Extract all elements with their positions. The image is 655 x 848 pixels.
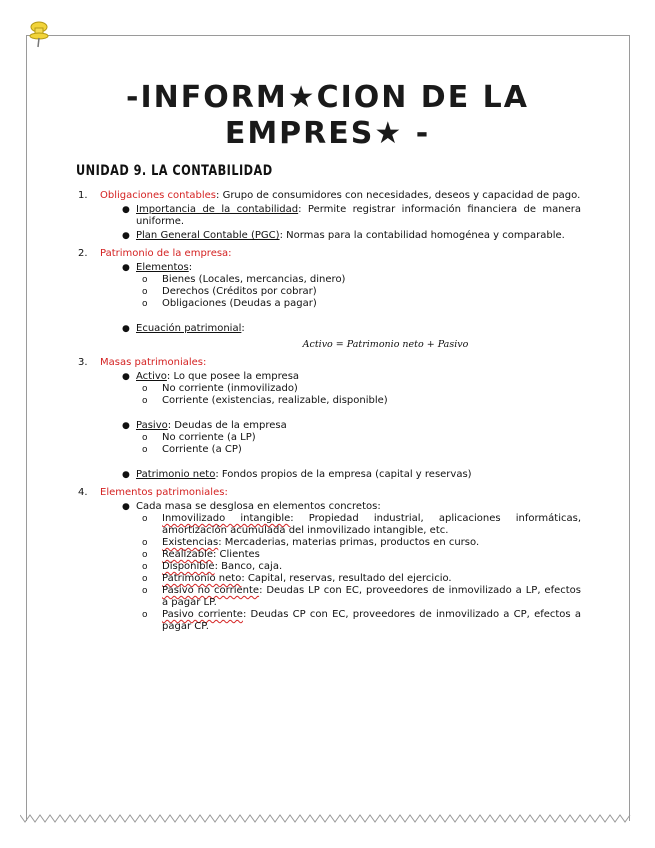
definition: : [188,262,193,273]
sub-list-item [100,537,581,549]
term: Pasivo [136,420,168,431]
intro-text: Cada masa se desglosa en elementos concretos: [136,501,381,512]
section-1-text [100,190,581,202]
list-item [100,230,581,242]
list-item [100,323,581,335]
term: Pasivo no corriente [162,585,260,596]
title-line-2: EMPRES★ - [224,116,431,151]
list-item [100,262,581,274]
definition: : Lo que posee la empresa [166,371,300,382]
term: Plan General Contable (PGC) [136,230,280,241]
definition: : Permite registrar información financiera de manera uniforme. [136,204,581,227]
pushpin-icon [26,20,50,48]
definition: : Mercaderias, materias primas, productos en curso. [218,537,480,548]
content-body [78,190,581,639]
section-1-definition: : Grupo de consumidores con necesidades, deseos y capacidad de pago. [216,190,581,201]
list-item [100,204,581,228]
sub-bullet-icon: o [142,538,148,548]
sub-list-item [100,585,581,609]
section-number: 3. [78,357,88,368]
sub-list-item [100,383,581,395]
term: Existencias [162,537,219,548]
definition: : Normas para la contabilidad homogénea y comparable. [279,230,565,241]
section-number: 1. [78,190,88,201]
item-text: No corriente (inmovilizado) [162,383,298,394]
sub-bullet-icon: o [142,433,148,443]
sub-bullet-icon: o [142,610,148,620]
bullet-icon: ● [122,421,130,431]
sub-list-item [100,609,581,633]
term: Pasivo corriente [162,609,243,620]
definition: : Propiedad industrial, aplicaciones informáticas, amortización acumulada del inmovilizado intangible, etc. [162,513,581,536]
list-item [100,420,581,432]
bullet-icon: ● [122,470,130,480]
item-text: Corriente (a CP) [162,444,242,455]
section-3-title: Masas patrimoniales: [100,357,207,368]
sub-list-item [100,549,581,561]
section-2 [78,248,581,351]
bullet-icon: ● [122,205,130,215]
sub-bullet-icon: o [142,514,148,524]
sub-bullet-icon: o [142,299,148,309]
sub-list-item [100,444,581,456]
definition: : Banco, caja. [214,561,283,572]
term: Activo [136,371,167,382]
definition: : Deudas CP con EC, proveedores de inmovilizado a CP, efectos a pagar CP. [162,609,581,632]
term: Ecuación patrimonial [136,323,242,334]
section-4 [78,487,581,633]
sub-list-item [100,298,581,310]
sub-bullet-icon: o [142,550,148,560]
bullet-icon: ● [122,263,130,273]
sub-list-item [100,395,581,407]
definition: : Capital, reservas, resultado del ejercicio. [241,573,452,584]
bullet-icon: ● [122,324,130,334]
section-number: 4. [78,487,88,498]
sub-bullet-icon: o [142,384,148,394]
definition: : Clientes [213,549,260,560]
item-text: Corriente (existencias, realizable, disponible) [162,395,388,406]
sub-bullet-icon: o [142,586,148,596]
section-4-title: Elementos patrimoniales: [100,487,228,498]
section-2-title: Patrimonio de la empresa: [100,248,232,259]
definition: : Deudas LP con EC, proveedores de inmovilizado a LP, efectos a pagar LP. [162,585,581,608]
section-1 [78,190,581,242]
sub-list-item [100,513,581,537]
page-edge-zigzag [20,810,635,824]
item-text: Bienes (Locales, mercancias, dinero) [162,274,346,285]
sub-bullet-icon: o [142,275,148,285]
definition: : Deudas de la empresa [167,420,287,431]
sub-list-item [100,286,581,298]
sub-list-item [100,432,581,444]
document-title [40,80,615,152]
equation: Activo = Patrimonio neto + Pasivo [302,339,469,350]
sub-bullet-icon: o [142,445,148,455]
section-3 [78,357,581,481]
term: Inmovilizado intangible [162,513,291,524]
sub-bullet-icon: o [142,396,148,406]
sub-bullet-icon: o [142,562,148,572]
term: Importancia de la contabilidad [136,204,299,215]
bullet-icon: ● [122,231,130,241]
definition: : Fondos propios de la empresa (capital y reservas) [215,469,472,480]
sub-list-item [100,561,581,573]
item-text: Obligaciones (Deudas a pagar) [162,298,317,309]
term: Realizable [162,549,213,560]
unit-heading: UNIDAD 9. LA CONTABILIDAD [76,163,273,179]
item-text: No corriente (a LP) [162,432,256,443]
definition: : [241,323,245,334]
sub-bullet-icon: o [142,287,148,297]
title-line-1: -INFORM★CION DE LA [126,80,529,115]
section-number: 2. [78,248,88,259]
list-item [100,469,581,481]
sub-bullet-icon: o [142,574,148,584]
list-item [100,501,581,513]
bullet-icon: ● [122,502,130,512]
item-text: Derechos (Créditos por cobrar) [162,286,317,297]
term: Patrimonio neto [162,573,242,584]
section-1-title: Obligaciones contables [100,190,217,201]
list-item [100,371,581,383]
sub-list-item [100,274,581,286]
term: Disponible [162,561,215,572]
term: Patrimonio neto [136,469,216,480]
bullet-icon: ● [122,372,130,382]
sub-list-item [100,573,581,585]
term: Elementos [136,262,189,273]
